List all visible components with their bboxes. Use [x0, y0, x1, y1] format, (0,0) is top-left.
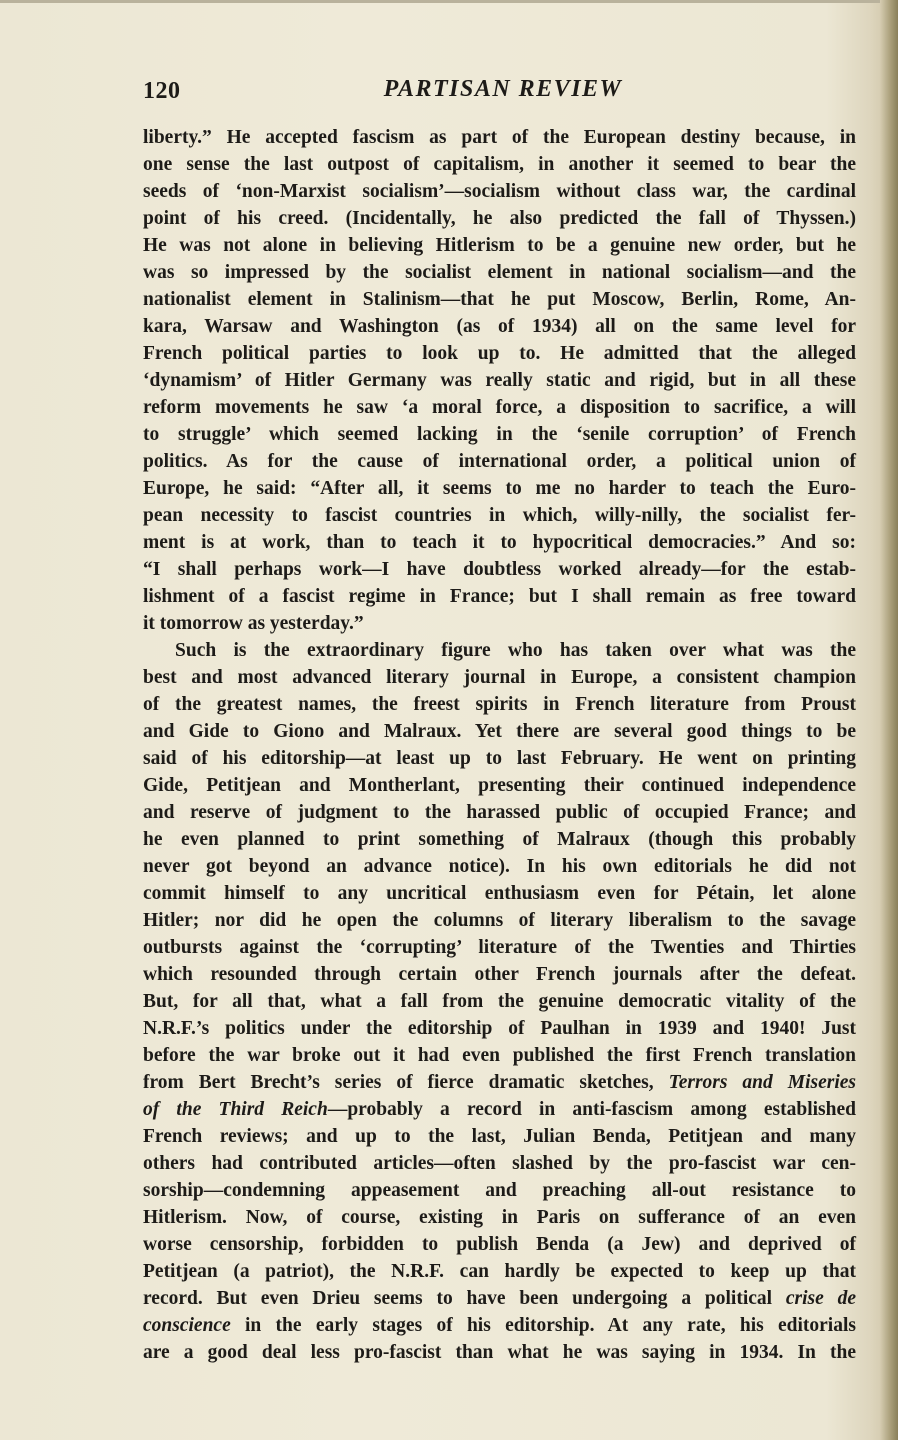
text-line-with-title [143, 1096, 856, 1123]
page-binding-edge [880, 0, 898, 1440]
text-line: Hitlerism. Now, of course, existing in Paris on sufferance of an even [143, 1207, 856, 1228]
text-line: was so impressed by the socialist element in national socialism—and the [143, 262, 856, 283]
text-line: politics. As for the cause of international order, a political union of [143, 451, 856, 472]
body-text [143, 124, 856, 1366]
text-segment: in the early stages of his editorship. At any rate, his editorials [230, 1315, 856, 1336]
text-line: “I shall perhaps work—I have doubtless worked already—for the estab- [143, 559, 856, 580]
text-line: Gide, Petitjean and Montherlant, presenting their continued independence [143, 775, 856, 796]
text-line: best and most advanced literary journal in Europe, a consistent champion [143, 667, 856, 688]
italic-phrase: conscience [143, 1315, 231, 1336]
text-line: said of his editorship—at least up to last February. He went on printing [143, 748, 856, 769]
text-line: reform movements he saw ‘a moral force, a disposition to sacrifice, a will [143, 397, 856, 418]
text-line: seeds of ‘non-Marxist socialism’—socialism without class war, the cardinal [143, 181, 856, 202]
italic-title: Terrors and Miseries [668, 1072, 856, 1093]
text-line: of the greatest names, the freest spirits in French literature from Proust [143, 694, 856, 715]
text-line: outbursts against the ‘corrupting’ literature of the Twenties and Thirties [143, 937, 856, 958]
text-line: lishment of a fascist regime in France; but I shall remain as free toward [143, 586, 856, 607]
page-header [143, 72, 863, 112]
italic-title: of the Third Reich [143, 1099, 328, 1120]
page-top-rule [0, 0, 880, 3]
text-line: others had contributed articles—often slashed by the pro-fascist war cen- [143, 1153, 856, 1174]
text-line: are a good deal less pro-fascist than what he was saying in 1934. In the [143, 1342, 856, 1363]
text-line: kara, Warsaw and Washington (as of 1934) all on the same level for [143, 316, 856, 337]
text-line-with-phrase [143, 1312, 856, 1339]
text-line: commit himself to any uncritical enthusiasm even for Pétain, let alone [143, 883, 856, 904]
text-line: and reserve of judgment to the harassed public of occupied France; and [143, 802, 856, 823]
text-line: Petitjean (a patriot), the N.R.F. can hardly be expected to keep up that [143, 1261, 856, 1282]
text-line: one sense the last outpost of capitalism, in another it seemed to bear the [143, 154, 856, 175]
text-line: Europe, he said: “After all, it seems to me no harder to teach the Euro- [143, 478, 856, 499]
text-line: sorship—condemning appeasement and preaching all-out resistance to [143, 1180, 856, 1201]
text-segment: from Bert Brecht’s series of fierce dramatic sketches, [143, 1072, 669, 1093]
text-line: to struggle’ which seemed lacking in the ‘senile corruption’ of French [143, 424, 856, 445]
text-line-with-phrase [143, 1285, 856, 1312]
text-line: and Gide to Giono and Malraux. Yet there are several good things to be [143, 721, 856, 742]
text-line: worse censorship, forbidden to publish Benda (a Jew) and deprived of [143, 1234, 856, 1255]
text-line: N.R.F.’s politics under the editorship of Paulhan in 1939 and 1940! Just [143, 1018, 856, 1039]
text-line: pean necessity to fascist countries in which, willy-nilly, the socialist fer- [143, 505, 856, 526]
text-line: point of his creed. (Incidentally, he also predicted the fall of Thyssen.) [143, 208, 856, 229]
text-line: liberty.” He accepted fascism as part of the European destiny because, in [143, 127, 856, 148]
text-line: nationalist element in Stalinism—that he put Moscow, Berlin, Rome, An- [143, 289, 856, 310]
italic-phrase: crise de [785, 1288, 857, 1309]
text-line: French political parties to look up to. He admitted that the alleged [143, 343, 856, 364]
text-line: he even planned to print something of Malraux (though this probably [143, 829, 856, 850]
text-line: Hitler; nor did he open the columns of literary liberalism to the savage [143, 910, 856, 931]
running-title: PARTISAN REVIEW [383, 76, 623, 102]
text-line: before the war broke out it had even published the first French translation [143, 1045, 856, 1066]
text-line: Such is the extraordinary figure who has taken over what was the [175, 640, 856, 661]
text-line: never got beyond an advance notice). In his own editorials he did not [143, 856, 856, 877]
text-line: it tomorrow as yesterday.” [143, 613, 364, 634]
page-number: 120 [143, 78, 181, 104]
text-line: ‘dynamism’ of Hitler Germany was really static and rigid, but in all these [143, 370, 856, 391]
text-line: French reviews; and up to the last, Julian Benda, Petitjean and many [143, 1126, 856, 1147]
text-segment: —probably a record in anti-fascism among established [327, 1099, 856, 1120]
text-segment: record. But even Drieu seems to have been undergoing a political [143, 1288, 786, 1309]
text-line: But, for all that, what a fall from the genuine democratic vitality of the [143, 991, 856, 1012]
text-line: ment is at work, than to teach it to hypocritical democracies.” And so: [143, 532, 856, 553]
paragraph-2 [143, 637, 856, 1366]
paragraph-1 [143, 124, 856, 637]
text-line: He was not alone in believing Hitlerism to be a genuine new order, but he [143, 235, 856, 256]
text-line: which resounded through certain other French journals after the defeat. [143, 964, 856, 985]
text-line-with-title [143, 1069, 856, 1096]
